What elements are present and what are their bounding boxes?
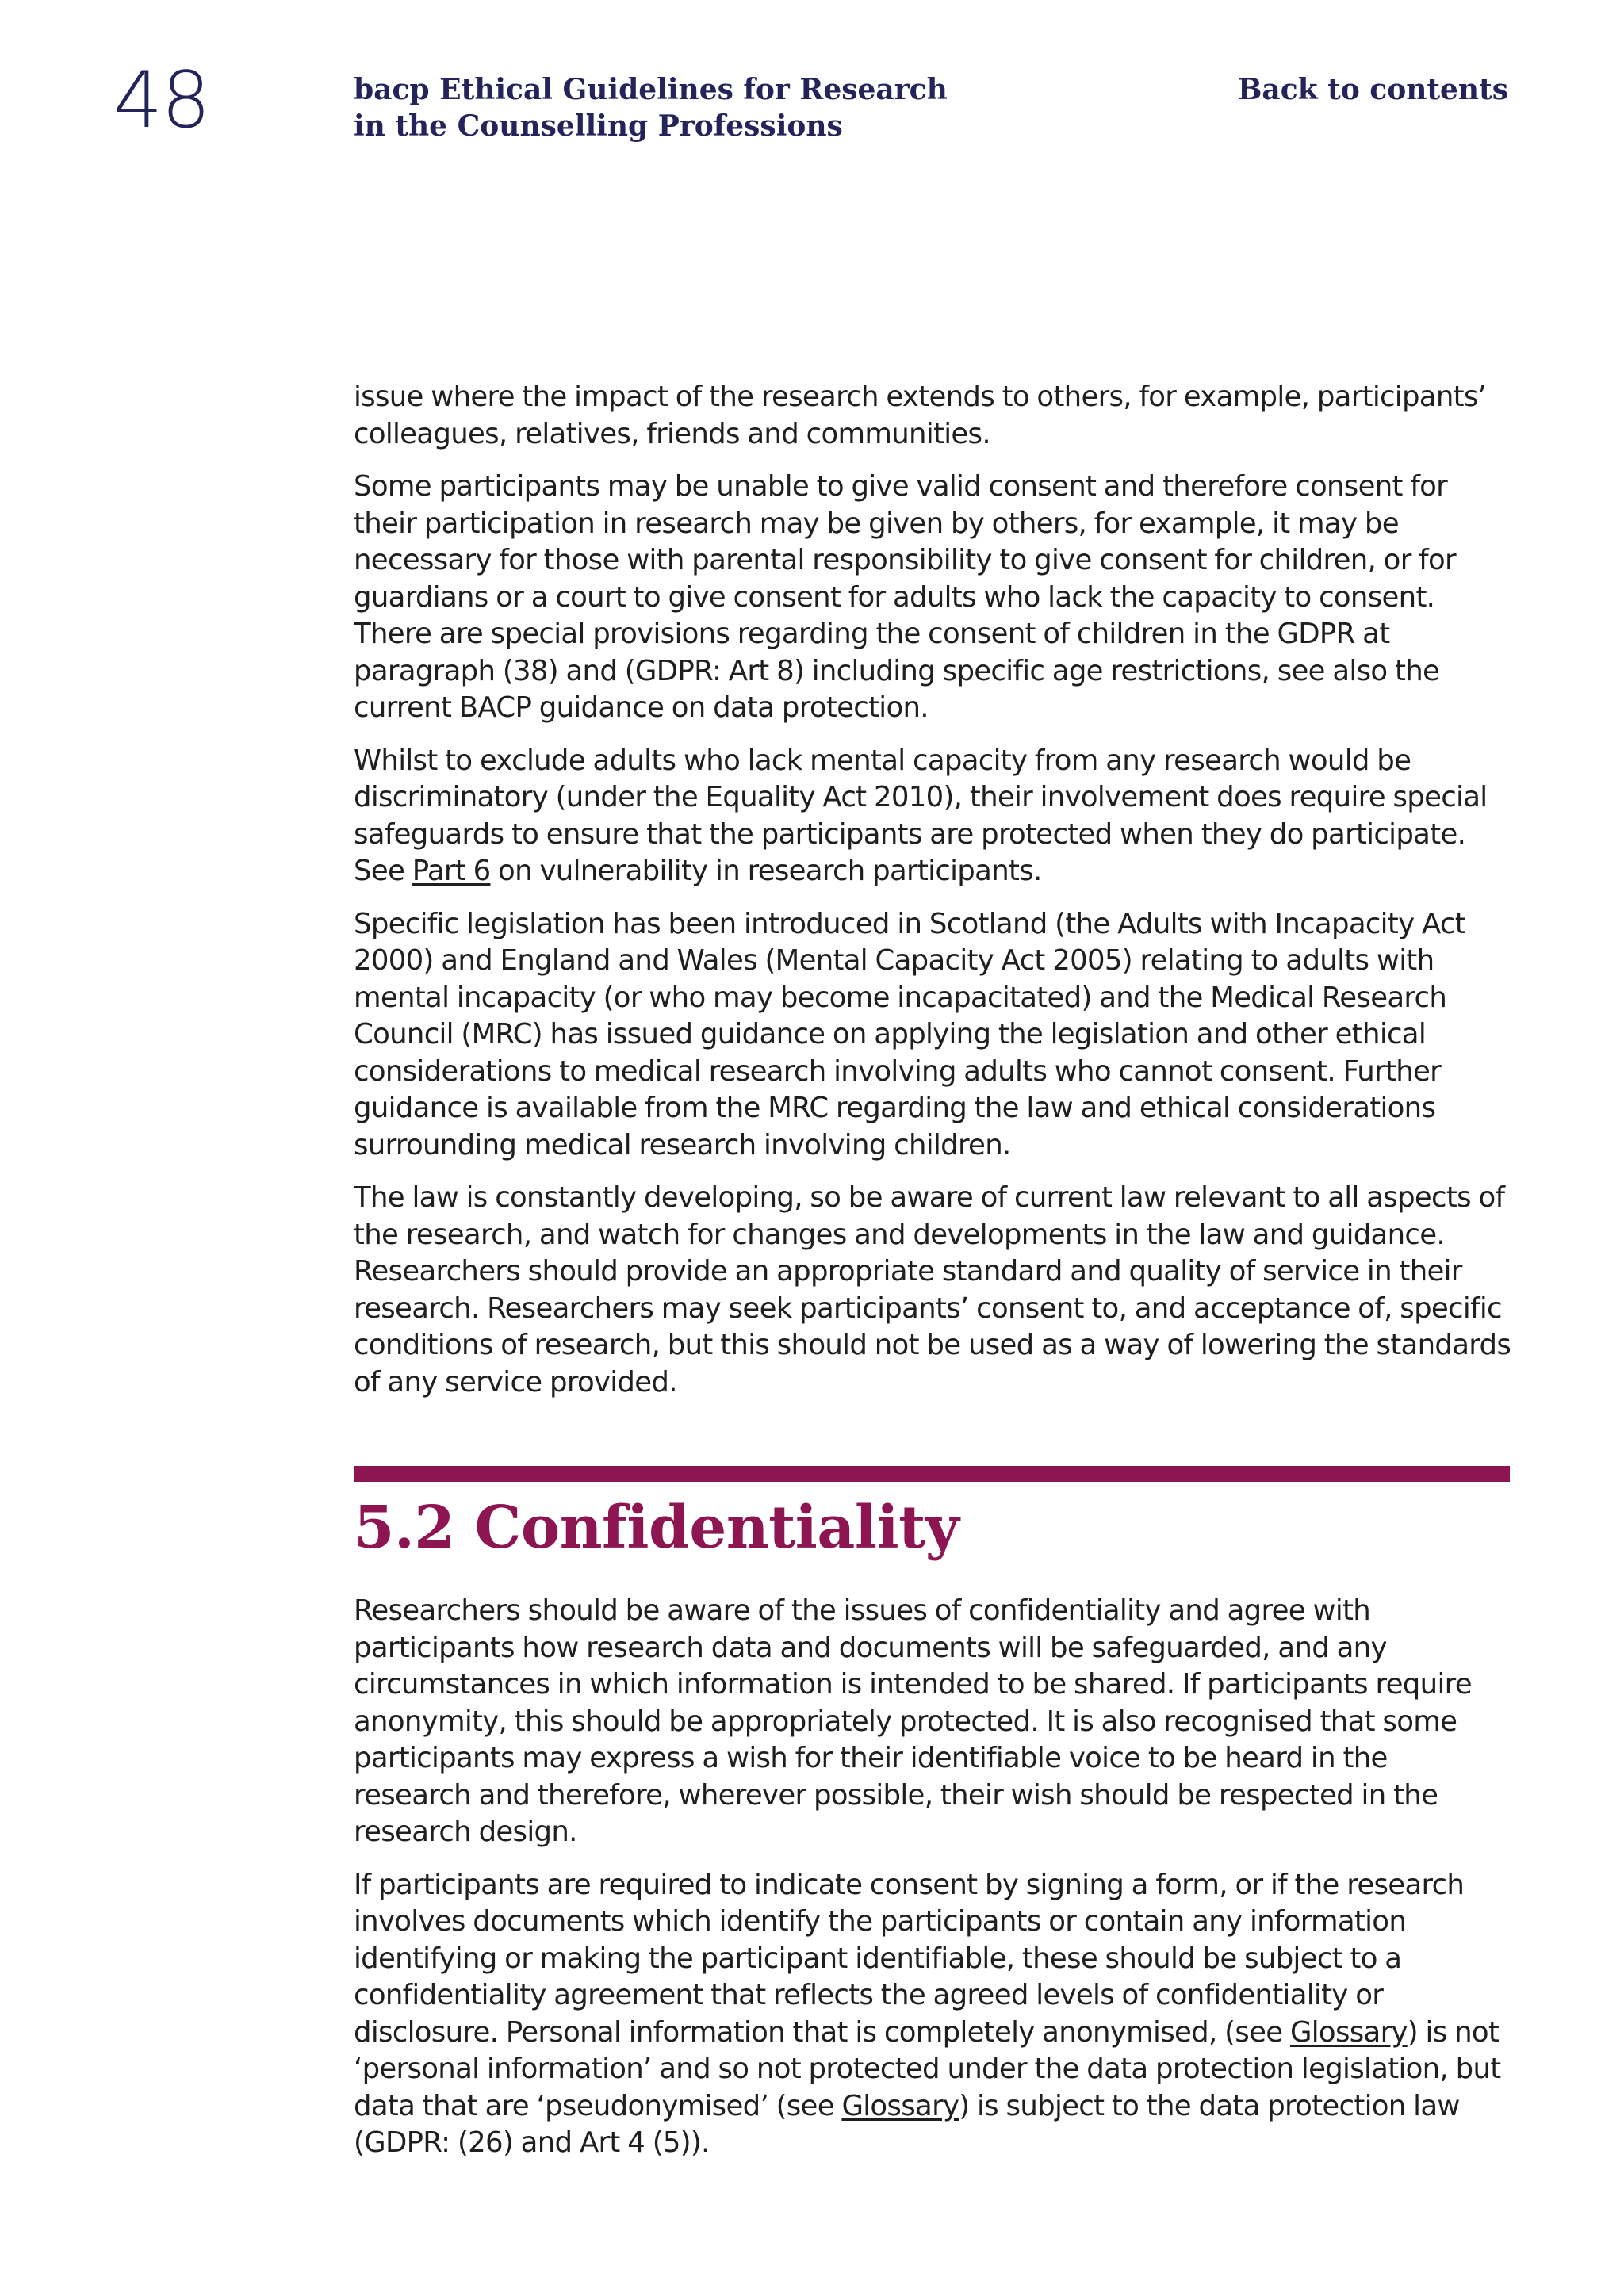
glossary-link-1[interactable]: Glossary	[1289, 2015, 1408, 2049]
document-title	[354, 71, 988, 144]
section-paragraph-1: Researchers should be aware of the issues of confidentiality and agree with participants how research data and documents will be safeguarded, and any circumstances in which information is intended to be shared. If participants require anonymity, this should be appropriately protected. It is also recognised that some participants may express a wish for their identifiable voice to be heard in the research and therefore, wherever possible, their wish should be respected in the research design.	[354, 1594, 1472, 1848]
main-content	[354, 379, 1511, 2178]
section-heading: 5.2 Confidentiality	[354, 1494, 959, 1562]
glossary-link-2[interactable]: Glossary	[841, 2089, 959, 2122]
section-paragraph-2	[354, 1867, 1511, 2162]
body-paragraph-3	[354, 743, 1511, 890]
document-title-line-1: bacp Ethical Guidelines for Research	[354, 73, 948, 106]
back-to-contents-link[interactable]: Back to contents	[1237, 73, 1508, 106]
document-title-line-2: in the Counselling Professions	[354, 109, 843, 143]
page-number: 48	[113, 55, 209, 146]
section-divider-bar	[354, 1466, 1510, 1482]
body-paragraph-3-text-b: on vulnerability in research participants.	[490, 855, 1042, 887]
body-paragraph-2: Some participants may be unable to give valid consent and therefore consent for their participation in research may be given by others, for example, it may be necessary for those with parental responsibility to give consent for children, or for guardians or a court to give consent for adults who lack the capacity to consent. There are special provisions regarding the consent of children in the GDPR at paragraph (38) and (GDPR: Art 8) including specific age restrictions, see also the current BACP guidance on data protection.	[354, 470, 1456, 724]
body-paragraph-4: Specific legislation has been introduced in Scotland (the Adults with Incapacity Act 2000) and England and Wales (Mental Capacity Act 2005) relating to adults with mental incapacity (or who may become incapacitated) and the Medical Research Council (MRC) has issued guidance on applying the legislation and other ethical considerations to medical research involving adults who cannot consent. Further guidance is available from the MRC regarding the law and ethical considerations surrounding medical research involving children.	[354, 907, 1465, 1161]
section-paragraph-2-text-a: If participants are required to indicate consent by signing a form, or if the research involves documents which identify the participants or contain any information identifying or making the participant identifiable, these should be subject to a confidentiality agreement that reflects the agreed levels of confidentiality or disclosure. Personal information that is completely anonymised, (see	[354, 1868, 1465, 2049]
body-paragraph-5: The law is constantly developing, so be aware of current law relevant to all aspects of the research, and watch for changes and developments in the law and guidance. Researchers should provide an appropriate standard and quality of service in their research. Researchers may seek participants’ consent to, and acceptance of, specific conditions of research, but this should not be used as a way of lowering the standards of any service provided.	[354, 1181, 1511, 1399]
body-paragraph-1: issue where the impact of the research extends to others, for example, participants’ colleagues, relatives, friends and communities.	[354, 381, 1487, 450]
section-paragraph-2-text-c: ) is subject to the data protection law (GDPR: (26) and Art 4 (5)).	[354, 2089, 1460, 2159]
section-paragraph-2-text-b: ) is not ‘personal information’ and so not protected under the data protection legislation, but data that are ‘pseudonymised’ (see	[354, 2015, 1501, 2122]
part-6-link[interactable]: Part 6	[412, 855, 491, 887]
body-paragraph-3-text-a: Whilst to exclude adults who lack mental capacity from any research would be discriminatory (under the Equality Act 2010), their involvement does require special safeguards to ensure that the participants are protected when they do participate. See	[354, 744, 1488, 887]
